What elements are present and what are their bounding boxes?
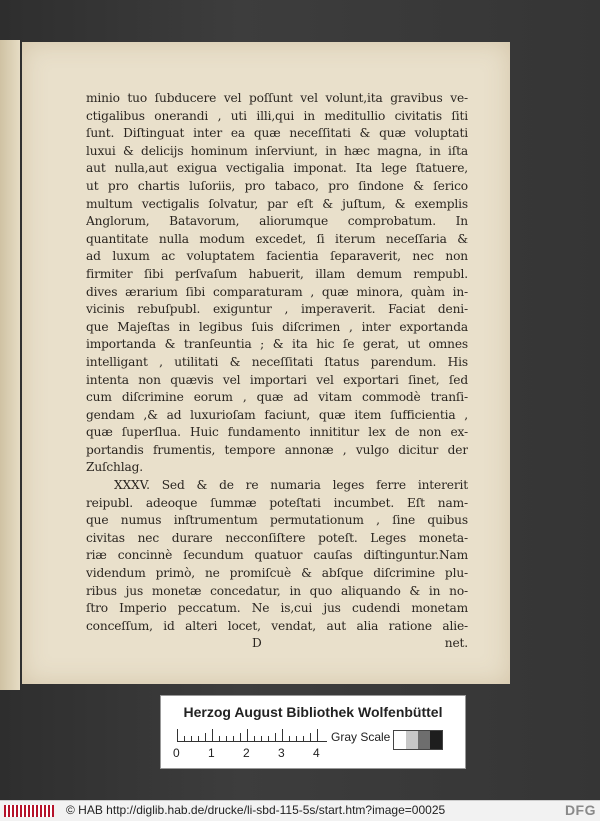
text-line: que numus inſtrumentum permutationum , ſine quibus [86, 513, 468, 528]
text-line: ſunt. Diſtinguat inter ea quæ neceſſitati & quæ voluptati [86, 126, 468, 141]
text-line: importanda & tranſeuntia ; & ita hic ſe gerat, ut omnes [86, 337, 468, 352]
ruler-tick [247, 729, 248, 741]
text-line: portandis frumentis, tempore annonæ , vulgo dicitur der [86, 442, 468, 457]
ruler-tick [219, 736, 220, 741]
text-line: que Majeſtas in legibus ſuis diſcrimen , inter exportanda [86, 319, 468, 334]
ruler-tick [303, 736, 304, 741]
ruler-tick [261, 736, 262, 741]
ruler-tick [233, 736, 234, 741]
text-line: reipubl. adeoque ſummæ poteſtati incumbet. Eſt nam- [86, 495, 468, 510]
ruler-number: 2 [243, 746, 250, 760]
text-line: firmiter ſibi perſvaſum habuerit, illam demum rempubl. [86, 266, 468, 281]
signature-mark: D [252, 636, 262, 651]
source-url-text[interactable]: © HAB http://diglib.hab.de/drucke/li-sbd-115-5s/start.htm?image=00025 [66, 803, 446, 817]
gray-patch [418, 731, 430, 749]
book-page [22, 42, 510, 684]
ruler-tick [254, 736, 255, 741]
gray-scale-bar [393, 730, 443, 750]
text-line: luxui & delicijs hominum inſerviunt, in hæc magna, in iſta [86, 143, 468, 158]
text-line: quantitate nulla modum excedet, ſi iterum neceſſaria & [86, 231, 468, 246]
ruler-tick [296, 736, 297, 741]
ruler-tick [198, 736, 199, 741]
library-label-card [160, 695, 466, 769]
ruler-tick [268, 736, 269, 741]
ruler-numbers [173, 746, 343, 762]
ruler-tick [275, 733, 276, 741]
text-line: vicinis rebuſpubl. exiguntur , imperaverit. Faciat deni- [86, 302, 468, 317]
text-line: ad luxum ac voluptatem facientia ſeparaverit, nec non [86, 249, 468, 264]
dfg-logo: DFG [564, 802, 596, 818]
text-line: quæ ſuperſlua. Huic fundamento innititur lex de non ex- [86, 425, 468, 440]
gray-patch [406, 731, 418, 749]
text-line: intenta non quævis vel importari vel exportari ſinet, ſed [86, 372, 468, 387]
gray-scale-label: Gray Scale [331, 730, 391, 744]
text-line: ut pro chartis luſoriis, pro tabaco, pro ſindone & ſerico [86, 178, 468, 193]
text-line: cum diſcrimine eorum , quæ ad vitam commodè tranſi- [86, 390, 468, 405]
ruler-tick [184, 736, 185, 741]
ruler-tick [226, 736, 227, 741]
ruler-tick [177, 729, 178, 741]
section-heading-line: XXXV. Sed & de re numaria leges ferre intererit [114, 478, 468, 493]
text-line: conceſſum, id alteri locet, vendat, aut alia ratione alie- [86, 618, 468, 633]
ruler-tick [317, 729, 318, 741]
ruler-number: 0 [173, 746, 180, 760]
ruler-tick [191, 736, 192, 741]
text-line: multum vectigalis ſolvatur, par eſt & juſtum, & exemplis [86, 196, 468, 211]
ruler-number: 3 [278, 746, 285, 760]
previous-page-edge [0, 40, 20, 690]
ruler-tick [205, 733, 206, 741]
text-line: Anglorum, Batavorum, aliorumque comprobatum. In [86, 214, 468, 229]
hab-logo-icon [4, 805, 54, 817]
text-line: intelligant , utilitati & neceſſitati ſtatus parendum. His [86, 354, 468, 369]
ruler-tick [212, 729, 213, 741]
text-line: dives ærarium ſibi comparaturam , quæ minora, quàm in- [86, 284, 468, 299]
text-line: gendam ,& ad luxurioſam faciunt, quæ item ſufficientia , [86, 407, 468, 422]
text-line: ribus jus monetæ concedatur, in quo aliquando & in no- [86, 583, 468, 598]
scale-ruler [177, 729, 327, 742]
ruler-tick [289, 736, 290, 741]
text-line: ctigalibus onerandi , uti illi,qui in meditullio civitatis ſiti [86, 108, 468, 123]
text-line: civitas nec durare necconſiſtere poteſt. Leges moneta- [86, 530, 468, 545]
text-line: minio tuo ſubducere vel poſſunt vel volunt,ita gravibus ve- [86, 91, 468, 105]
text-line: aut nulla,aut exigua vectigalia imponat. Ita lege ſtatuere, [86, 161, 468, 176]
gray-patch [394, 731, 406, 749]
library-name: Herzog August Bibliothek Wolfenbüttel [183, 704, 443, 720]
text-line: riæ concinnè ſecundum quatuor cauſas diſtinguntur.Nam [86, 548, 468, 563]
catchword: net. [444, 636, 468, 651]
ruler-tick [240, 733, 241, 741]
text-line: ſtro Imperio peccatum. Ne is,cui jus cudendi monetam [86, 601, 468, 616]
ruler-number: 1 [208, 746, 215, 760]
page-footer [86, 635, 468, 653]
ruler-tick [310, 733, 311, 741]
gray-patch [430, 731, 442, 749]
text-line: videndum primò, ne promiſcuè & abſque diſcrimine plu- [86, 566, 468, 581]
text-line: Zuſchlag. [86, 460, 143, 475]
ruler-tick [282, 729, 283, 741]
ruler-number: 4 [313, 746, 320, 760]
page-text [86, 90, 468, 653]
source-footer-bar [0, 800, 600, 821]
